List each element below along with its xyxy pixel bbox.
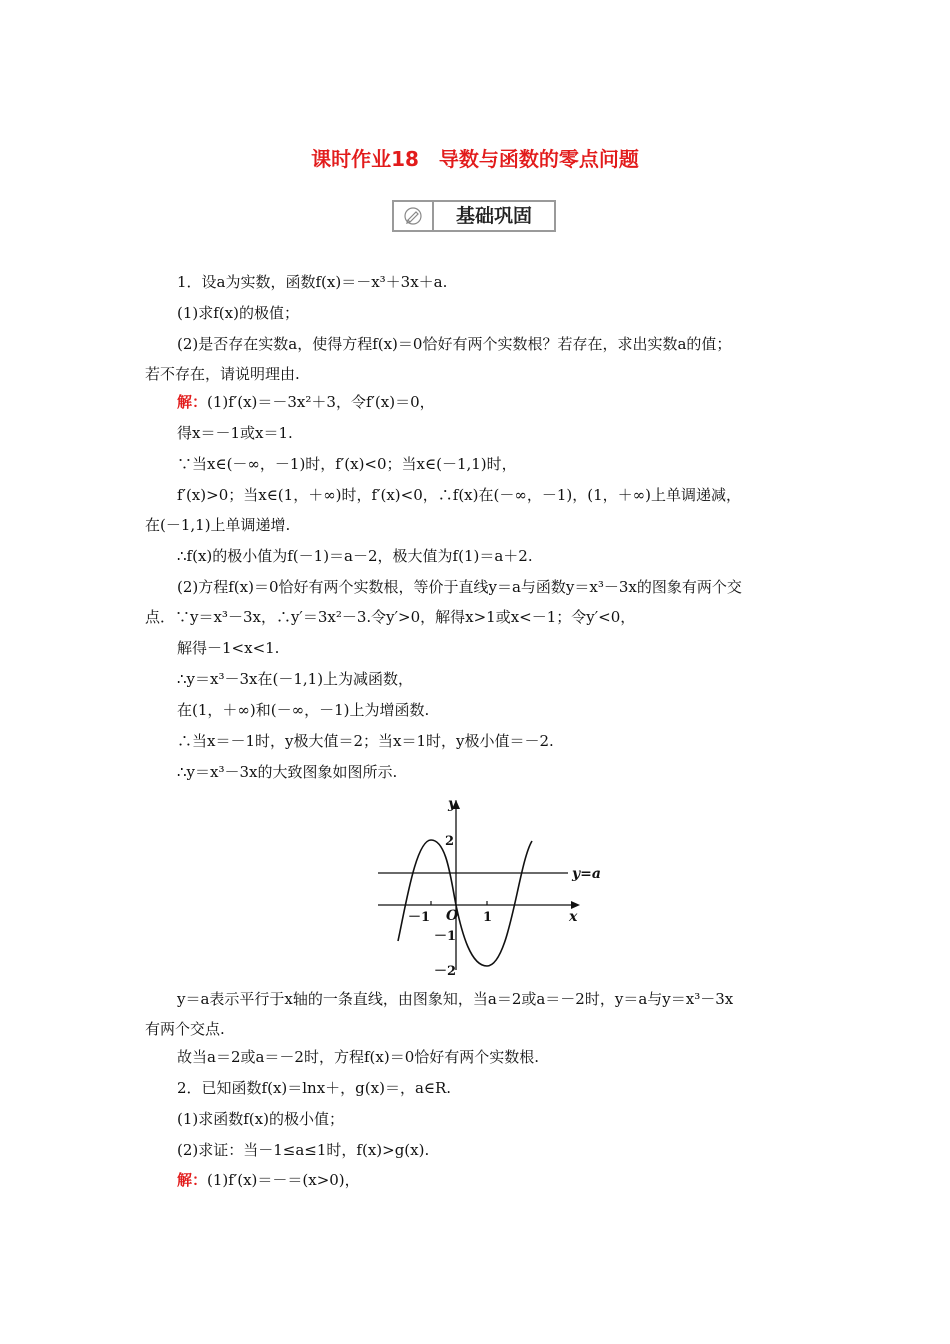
solution-1-line-5: 在(－1,1)上单调递增. xyxy=(145,516,291,534)
cubic-curve xyxy=(398,840,532,966)
solution-1-line-8: 点．∵y＝x³－3x，∴y′＝3x²－3.令y′>0，解得x>1或x<－1；令y′<0， xyxy=(145,608,636,626)
problem-2-part-2: (2)求证：当－1≤a≤1时，f(x)>g(x). xyxy=(177,1141,430,1159)
problem-1-part-2: (2)是否存在实数a，使得方程f(x)＝0恰好有两个实数根？若存在，求出实数a的值； xyxy=(177,335,732,353)
solution-1-line-13: ∴y＝x³－3x的大致图象如图所示. xyxy=(177,763,398,781)
pencil-icon xyxy=(394,202,432,230)
solution-label: 解： xyxy=(177,1171,208,1189)
tick-label-y-neg1: －1 xyxy=(434,929,457,944)
function-graph xyxy=(370,794,610,984)
y-axis-label: y xyxy=(448,796,457,812)
problem-2-part-1: (1)求函数f(x)的极小值； xyxy=(177,1110,344,1128)
problem-1-statement: 1．设a为实数，函数f(x)＝－x³＋3x＋a. xyxy=(177,273,448,291)
solution-text: (1)f′(x)＝－＝(x>0)， xyxy=(207,1171,360,1189)
tick-label-x-neg1: －1 xyxy=(408,910,431,925)
problem-1-part-2-cont: 若不存在，请说明理由. xyxy=(145,365,300,383)
problem-1-part-1: (1)求f(x)的极值； xyxy=(177,304,299,322)
solution-1-line-11: 在(1，＋∞)和(－∞，－1)上为增函数. xyxy=(177,701,430,719)
solution-1-line-7: (2)方程f(x)＝0恰好有两个实数根，等价于直线y＝a与函数y＝x³－3x的图象有两个交 xyxy=(177,578,742,596)
x-axis-label: x xyxy=(569,909,578,925)
solution-1-line-4: f′(x)>0；当x∈(1，＋∞)时，f′(x)<0，∴f(x)在(－∞，－1)，(1，＋∞)上单调递减， xyxy=(177,486,741,504)
solution-label: 解： xyxy=(177,393,208,411)
tick-label-x-1: 1 xyxy=(483,910,493,925)
section-badge-label: 基础巩固 xyxy=(455,205,532,227)
section-badge xyxy=(392,200,556,232)
solution-1-line-2: 得x＝－1或x＝1. xyxy=(177,424,293,442)
line-label: y=a xyxy=(572,866,601,882)
solution-1-line-15: 有两个交点. xyxy=(145,1020,225,1038)
problem-2-statement: 2．已知函数f(x)＝lnx＋，g(x)＝，a∈R. xyxy=(177,1079,452,1097)
origin-label: O xyxy=(446,908,459,924)
solution-1-line-3: ∵当x∈(－∞，－1)时，f′(x)<0；当x∈(－1,1)时， xyxy=(177,455,517,473)
solution-1-line-6: ∴f(x)的极小值为f(－1)＝a－2，极大值为f(1)＝a＋2. xyxy=(177,547,533,565)
solution-1-line-14: y＝a表示平行于x轴的一条直线，由图象知，当a＝2或a＝－2时，y＝a与y＝x³－3x xyxy=(177,990,734,1008)
solution-1-line-12: ∴当x＝－1时，y极大值＝2；当x＝1时，y极小值＝－2. xyxy=(177,732,554,750)
solution-text: (1)f′(x)＝－3x²＋3，令f′(x)＝0， xyxy=(207,393,435,411)
page-title: 课时作业18 导数与函数的零点问题 xyxy=(311,147,639,171)
x-axis-arrow xyxy=(571,901,580,909)
solution-2-line-1 xyxy=(177,1170,360,1190)
solution-1-conclusion: 故当a＝2或a＝－2时，方程f(x)＝0恰好有两个实数根. xyxy=(177,1048,540,1066)
solution-1-line-1 xyxy=(177,392,435,412)
tick-label-y-2: 2 xyxy=(445,834,455,849)
solution-1-line-9: 解得－1<x<1. xyxy=(177,639,280,657)
tick-label-y-neg2: －2 xyxy=(434,964,457,979)
solution-1-line-10: ∴y＝x³－3x在(－1,1)上为减函数， xyxy=(177,670,414,688)
